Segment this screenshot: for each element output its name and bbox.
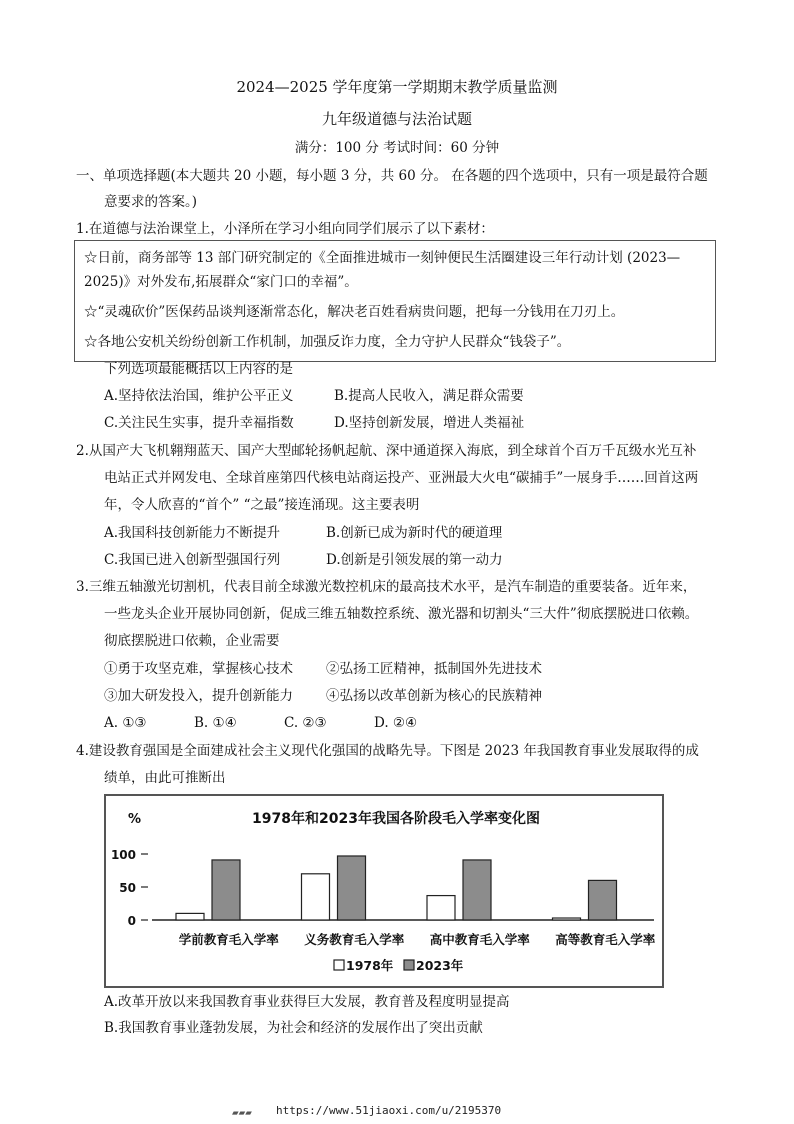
exam-subtitle: 九年级道德与法治试题 <box>321 110 472 128</box>
q1-material-line: 2025)》对外发布,拓展群众“家门口的幸福”。 <box>84 274 358 290</box>
chart-svg <box>106 796 662 986</box>
chart-bar <box>427 896 455 920</box>
q3-stem: 3.三维五轴激光切割机，代表目前全球激光数控机床的最高技术水平，是汽车制造的重要装备。近年来， <box>76 579 697 595</box>
chart-legend-swatch <box>334 960 344 970</box>
footer-url: https://www.51jiaoxi.com/u/2195370 <box>276 1104 502 1117</box>
q2-stem-cont: 年，令人欣喜的“首个” “之最”接连涌现。这主要表明 <box>104 497 420 513</box>
q3-item-1: ①勇于攻坚克难，掌握核心技术 <box>104 661 293 677</box>
chart-y-tick-label: 100 <box>110 848 136 862</box>
q2-stem: 2.从国产大飞机翱翔蓝天、国产大型邮轮扬帆起航、深中通道探入海底，到全球首个百万千瓦级水光互补 <box>76 443 697 459</box>
q1-material-line: ☆日前，商务部等 13 部门研究制定的《全面推进城市一刻钟便民生活圈建设三年行动计划 (2023— <box>84 250 681 266</box>
q3-stem-cont: 彻底摆脱进口依赖，企业需要 <box>104 633 280 649</box>
q2-option-c: C.我国已进入创新型强国行列 <box>104 552 281 568</box>
q4-stem-cont: 绩单，由此可推断出 <box>104 770 226 786</box>
q1-option-c: C.关注民生实事，提升幸福指数 <box>104 415 294 431</box>
q2-option-d: D.创新是引领发展的第一动力 <box>326 552 503 568</box>
q1-option-a: A.坚持依法治国，维护公平正义 <box>104 388 294 404</box>
chart-category-label: 学前教育毛入学率 <box>178 932 279 947</box>
chart-bar <box>176 913 204 920</box>
q4-option-b: B.我国教育事业蓬勃发展，为社会和经济的发展作出了突出贡献 <box>104 1020 483 1036</box>
q1-prompt: 下列选项最能概括以上内容的是 <box>104 361 293 377</box>
q3-option-d: D. ②④ <box>374 715 418 731</box>
q1-material-line: ☆各地公安机关纷纷创新工作机制，加强反诈力度，全力守护人民群众“钱袋子”。 <box>84 334 571 350</box>
q2-stem-cont: 电站正式并网发电、全球首座第四代核电站商运投产、亚洲最大火电“碳捕手”一展身手……回首这两 <box>104 470 699 486</box>
chart-bar <box>302 874 330 920</box>
chart-bar <box>338 856 366 920</box>
q4-stem: 4.建设教育强国是全面建成社会主义现代化强国的战略先导。下图是 2023 年我国教育事业发展取得的成 <box>76 743 699 759</box>
chart-y-tick-label: 0 <box>127 914 136 928</box>
footer-mark: ▰▰▰ <box>232 1106 252 1119</box>
section-heading-cont: 意要求的答案。) <box>104 194 198 210</box>
chart-title: 1978年和2023年我国各阶段毛入学率变化图 <box>252 811 540 827</box>
q3-item-2: ②弘扬工匠精神，抵制国外先进技术 <box>326 661 542 677</box>
chart-bar <box>212 860 240 920</box>
chart-legend-label: 2023年 <box>416 958 464 973</box>
q1-option-d: D.坚持创新发展，增进人类福祉 <box>334 415 525 431</box>
exam-title: 2024—2025 学年度第一学期期末教学质量监测 <box>236 78 558 96</box>
enrollment-chart <box>104 794 664 988</box>
q2-option-b: B.创新已成为新时代的硬道理 <box>326 525 503 541</box>
q3-item-3: ③加大研发投入，提升创新能力 <box>104 688 293 704</box>
exam-meta: 满分：100 分 考试时间：60 分钟 <box>294 140 500 156</box>
chart-legend-swatch <box>404 960 414 970</box>
q2-option-a: A.我国科技创新能力不断提升 <box>104 525 281 541</box>
chart-bar <box>463 860 491 920</box>
chart-bar <box>589 880 617 920</box>
chart-category-label: 高中教育毛入学率 <box>429 932 530 947</box>
chart-bar <box>553 918 581 920</box>
chart-y-unit: % <box>128 812 142 827</box>
chart-category-label: 义务教育毛入学率 <box>304 932 405 947</box>
q3-option-a: A. ①③ <box>104 715 147 731</box>
q1-stem: 1.在道德与法治课堂上，小泽所在学习小组向同学们展示了以下素材： <box>76 221 494 237</box>
q1-option-b: B.提高人民收入，满足群众需要 <box>334 388 524 404</box>
section-heading: 一、单项选择题(本大题共 20 小题，每小题 3 分，共 60 分。 在各题的四个选项中，只有一项是最符合题 <box>76 168 708 184</box>
q4-option-a: A.改革开放以来我国教育事业获得巨大发展，教育普及程度明显提高 <box>104 994 510 1010</box>
q1-material-line: ☆“灵魂砍价”医保药品谈判逐渐常态化，解决老百姓看病贵问题，把每一分钱用在刀刃上。 <box>84 304 625 320</box>
q3-stem-cont: 一些龙头企业开展协同创新，促成三维五轴数控系统、激光器和切割头“三大件”彻底摆脱进口依赖。 <box>104 606 699 622</box>
chart-legend-label: 1978年 <box>346 958 394 973</box>
q3-item-4: ④弘扬以改革创新为核心的民族精神 <box>326 688 542 704</box>
q3-option-b: B. ①④ <box>194 715 237 731</box>
chart-y-tick-label: 50 <box>119 881 136 895</box>
q3-option-c: C. ②③ <box>284 715 327 731</box>
chart-category-label: 高等教育毛入学率 <box>555 932 656 947</box>
